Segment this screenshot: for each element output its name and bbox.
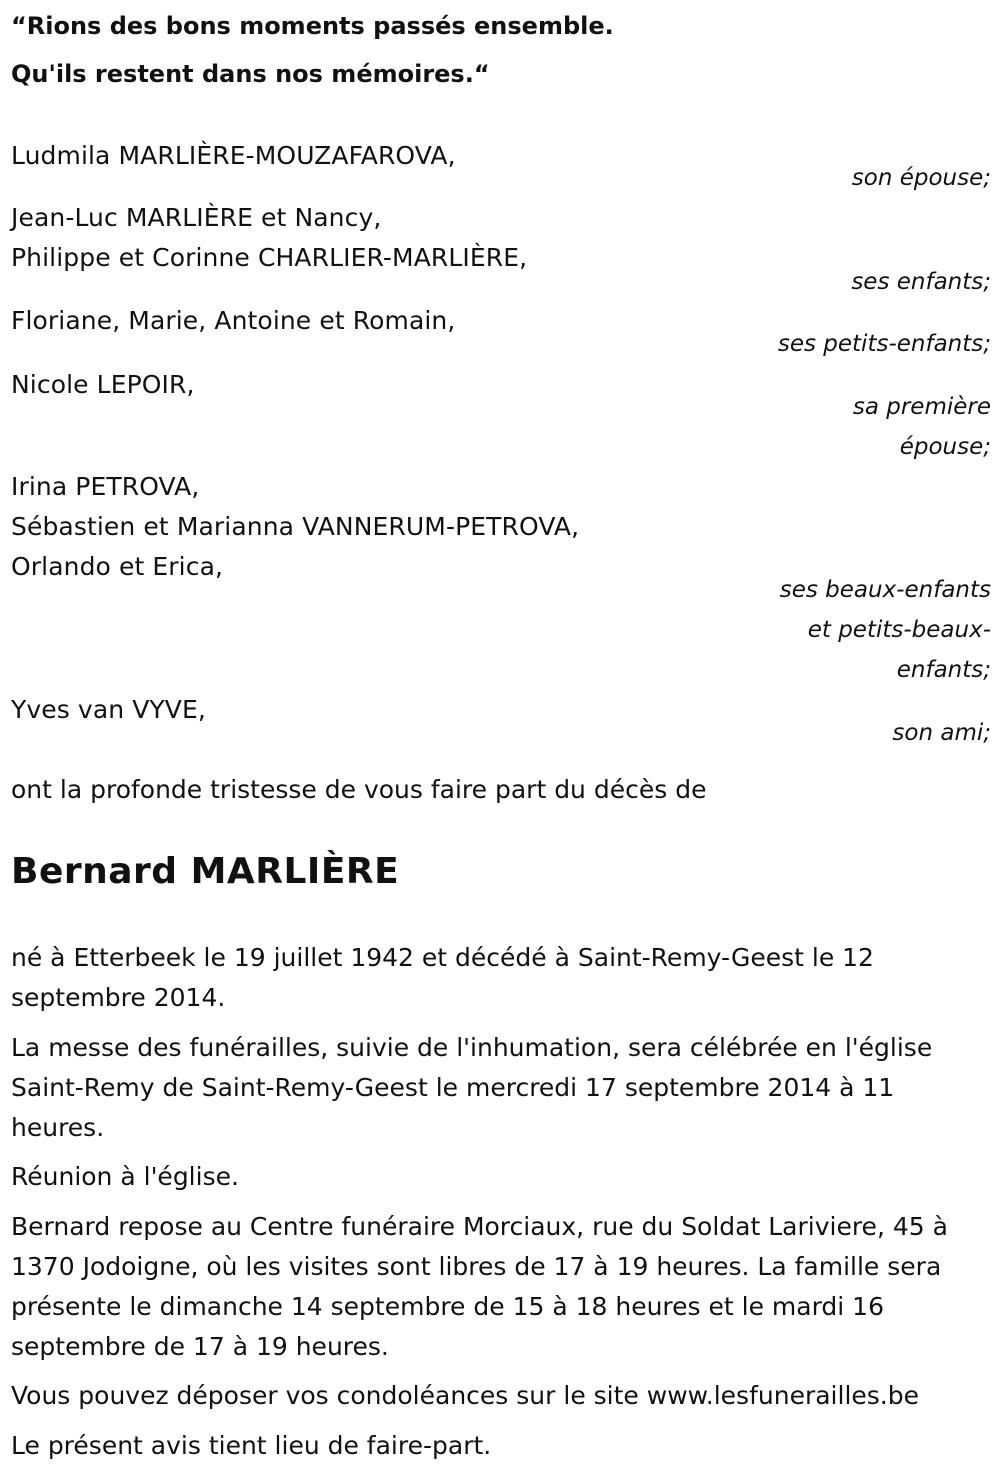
deceased-name: Bernard MARLIÈRE xyxy=(11,851,400,892)
funeral-mass-paragraph: La messe des funérailles, suivie de l'inhumation, sera célébrée en l'église Saint-Remy de Saint-Remy-Geest le mercredi 17 septembre 2014 à 11 heures. xyxy=(11,1033,933,1142)
family-name: Irina PETROVA, xyxy=(11,472,200,501)
family-relation xyxy=(853,387,991,467)
visitation-paragraph: Bernard repose au Centre funéraire Morciaux, rue du Soldat Lariviere, 45 à 1370 Jodoigne, où les visites sont libres de 17 à 19 heures. La famille sera présente le dimanche 14 septembre de 15 à 18 heures et le mardi 16 septembre de 17 à 19 heures. xyxy=(11,1212,948,1361)
family-group-children xyxy=(11,202,991,302)
relation-line: et petits-beaux- xyxy=(807,617,991,643)
family-name: Philippe et Corinne CHARLIER-MARLIÈRE, xyxy=(11,243,528,272)
relation-line: ses beaux-enfants xyxy=(779,577,991,603)
family-relation xyxy=(778,324,991,364)
family-relation xyxy=(892,713,991,753)
family-relation xyxy=(852,158,991,198)
relation-line: ses enfants; xyxy=(851,269,991,295)
family-name: Orlando et Erica, xyxy=(11,552,224,581)
gathering-paragraph: Réunion à l'église. xyxy=(11,1162,239,1191)
relation-line: sa première xyxy=(852,394,991,420)
family-name: Yves van VYVE, xyxy=(11,695,206,724)
announcement-text: ont la profonde tristesse de vous faire part du décès de xyxy=(11,775,707,804)
quote-line-1: “Rions des bons moments passés ensemble. xyxy=(11,12,614,40)
relation-line: ses petits-enfants; xyxy=(777,331,991,357)
relation-line: son ami; xyxy=(892,720,991,746)
birth-death-paragraph: né à Etterbeek le 19 juillet 1942 et décédé à Saint-Remy-Geest le 12 septembre 2014. xyxy=(11,943,874,1012)
family-name: Floriane, Marie, Antoine et Romain, xyxy=(11,306,456,335)
family-name: Ludmila MARLIÈRE-MOUZAFAROVA, xyxy=(11,141,456,170)
family-group-spouse xyxy=(11,140,991,200)
family-group-first-spouse xyxy=(11,369,991,469)
relation-line: son épouse; xyxy=(851,165,991,191)
family-relation xyxy=(780,570,991,690)
quote-line-2: Qu'ils restent dans nos mémoires.“ xyxy=(11,60,490,88)
family-name: Sébastien et Marianna VANNERUM-PETROVA, xyxy=(11,512,580,541)
condolences-paragraph: Vous pouvez déposer vos condoléances sur le site www.lesfunerailles.be xyxy=(11,1381,919,1410)
family-relation xyxy=(851,262,991,302)
family-group-grandchildren xyxy=(11,305,991,365)
notice-paragraph: Le présent avis tient lieu de faire-part. xyxy=(11,1431,492,1460)
family-name: Nicole LEPOIR, xyxy=(11,370,195,399)
relation-line: épouse; xyxy=(899,434,991,460)
family-group-step-children xyxy=(11,471,991,691)
family-group-friend xyxy=(11,694,991,754)
family-name: Jean-Luc MARLIÈRE et Nancy, xyxy=(11,203,382,232)
relation-line: enfants; xyxy=(896,657,991,683)
